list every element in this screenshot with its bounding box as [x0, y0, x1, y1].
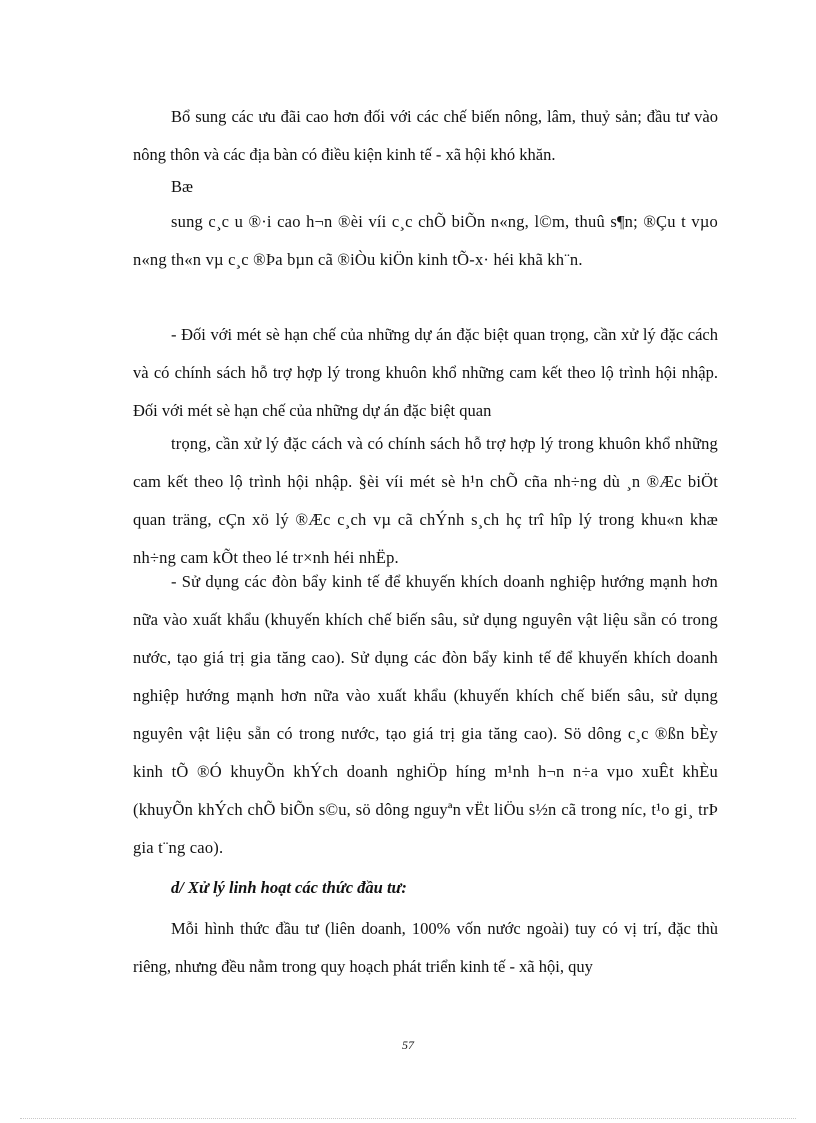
- paragraph-1: Bổ sung các ưu đãi cao hơn đối với các chế biến nông, lâm, thuỷ sản; đầu tư vào nông thôn và các địa bàn có điều kiện kinh tế - xã hội khó khăn.: [133, 107, 718, 164]
- section-heading: d/ Xử lý linh hoạt các thức đầu tư:: [171, 878, 407, 897]
- paragraph-2: Bæ: [171, 177, 194, 196]
- paragraph-4: - Đối với mét sè hạn chế của những dự án đặc biệt quan trọng, cần xử lý đặc cách và có chính sách hỗ trợ hợp lý trong khuôn khổ những cam kết theo lộ trình hội nhập. Đối với mét sè hạn chế của những dự án đặc biệt quan: [133, 325, 718, 420]
- paragraph-6: - Sử dụng các đòn bẩy kinh tế để khuyến khích doanh nghiệp hướng mạnh hơn nữa vào xuất khẩu (khuyến khích chế biến sâu, sử dụng nguyên vật liệu sẵn có trong nước, tạo giá trị gia tăng cao). Sử dụng các đòn bẩy kinh tế để khuyến khích doanh nghiệp hướng mạnh hơn nữa vào xuất khẩu (khuyến khích chế biến sâu, sử dụng nguyên vật liệu sẵn có trong nước, tạo giá trị gia tăng cao). Sö dông c¸c ®ßn bÈy kinh tÕ ®Ó khuyÕn khÝch doanh nghiÖp híng m¹nh h¬n n÷a vµo xuÊt khÈu (khuyÕn khÝch chÕ biÕn s©u, sö dông nguyªn vËt liÖu s½n cã trong níc, t¹o gi¸ trÞ gia t¨ng cao).: [133, 572, 718, 857]
- paragraph-7: Mỗi hình thức đầu tư (liên doanh, 100% vốn nước ngoài) tuy có vị trí, đặc thù riêng, nhưng đều nằm trong quy hoạch phát triển kinh tế - xã hội, quy: [133, 919, 718, 976]
- page-bottom-divider: [20, 1118, 796, 1119]
- paragraph-3: sung c¸c u ®·i cao h¬n ®èi víi c¸c chÕ biÕn n«ng, l©m, thuû s¶n; ®Çu t vµo n«ng th«n vµ c¸c ®Þa bµn cã ®iÒu kiÖn kinh tÕ-x· héi khã kh¨n.: [133, 212, 718, 269]
- paragraph-5: trọng, cần xử lý đặc cách và có chính sách hỗ trợ hợp lý trong khuôn khổ những cam kết theo lộ trình hội nhập. §èi víi mét sè h¹n chÕ cña nh÷ng dù ¸n ®Æc biÖt quan träng, cÇn xö lý ®Æc c¸ch vµ cã chÝnh s¸ch hç trî hîp lý trong khu«n khæ nh÷ng cam kÕt theo lé tr×nh héi nhËp.: [133, 434, 718, 567]
- page-number: 57: [402, 1038, 414, 1052]
